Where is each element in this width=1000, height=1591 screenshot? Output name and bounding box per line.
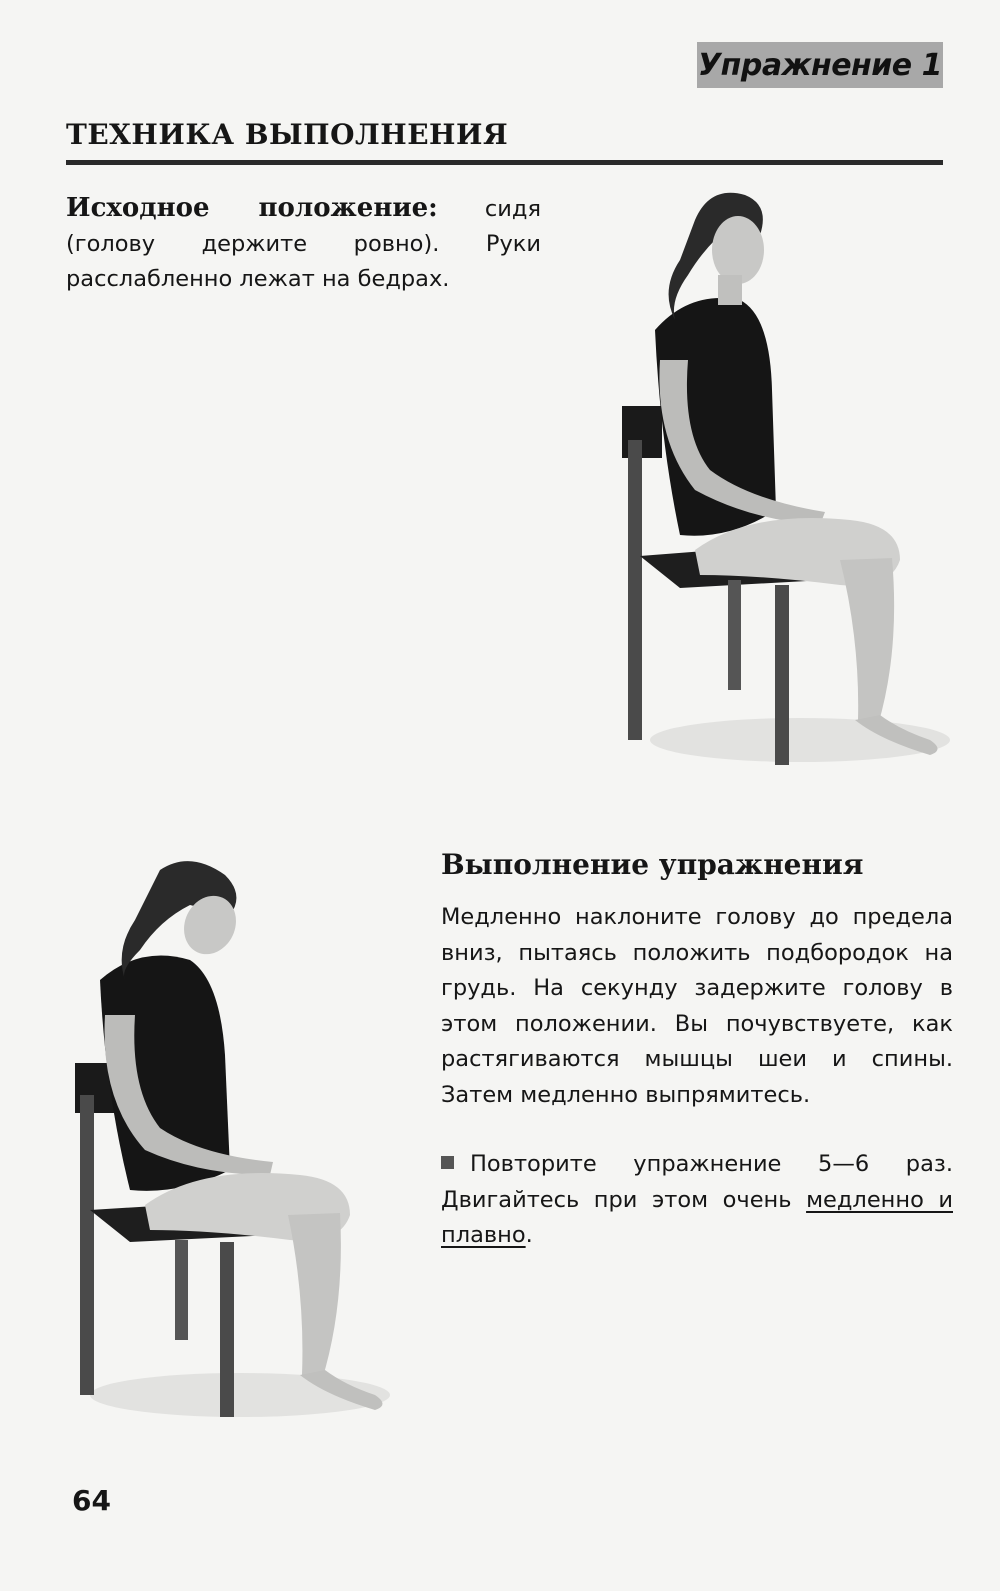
header-rule — [66, 160, 943, 165]
page-number: 64 — [72, 1484, 111, 1517]
start-position-text: сидя (голову держите ровно). Руки расслабленно лежат на бедрах. — [66, 196, 541, 292]
repeat-note-text: Повторите упражнение 5—6 раз. Двигайтесь при этом очень — [441, 1151, 953, 1213]
exercise-badge: Упражнение 1 — [697, 42, 943, 88]
section-title: ТЕХНИКА ВЫПОЛНЕНИЯ — [66, 118, 509, 151]
start-position-lead: Исходное положение: — [66, 193, 438, 223]
seated-upright-photo — [600, 180, 960, 780]
repeat-note — [441, 1147, 953, 1254]
repeat-note-end: . — [525, 1222, 533, 1248]
execution-text: Медленно наклоните голову до предела вниз, пытаясь положить подбородок на грудь. На секунду задержите голову в этом положении. Вы почувствуете, как растягиваются мышцы шеи и спины. Затем медленно выпрямитесь. — [441, 904, 953, 1108]
repeat-note-emphasis: медленно и плавно — [441, 1186, 953, 1248]
execution-title: Выполнение упражнения — [441, 848, 864, 881]
start-position-paragraph — [66, 191, 541, 297]
head-bowed-photo — [60, 850, 410, 1430]
square-bullet-icon — [441, 1156, 454, 1169]
